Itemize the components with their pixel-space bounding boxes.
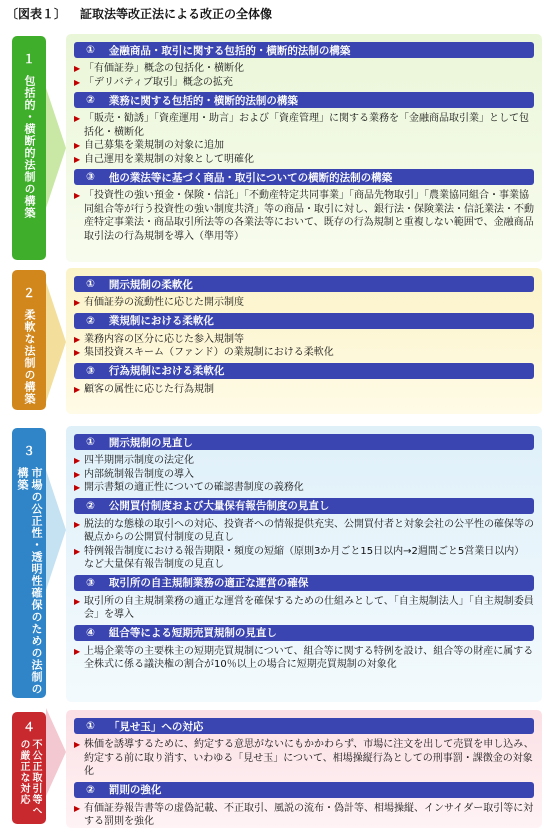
list-item: ▶ 有価証券報告書等の虚偽記載、不正取引、風説の流布・偽計等、相場操縦、インサイダー取引等に対する罰則を強化 — [74, 802, 534, 829]
figure-title-text: 証取法等改正法による改正の全体像 — [80, 7, 273, 21]
group-3-1 — [74, 434, 534, 495]
list-item: ▶ 「有価証券」概念の包括化・横断化 — [74, 62, 534, 76]
section-4-side-label — [12, 712, 46, 824]
group-3-2 — [74, 498, 534, 572]
group-2-2 — [74, 313, 534, 360]
section-3-panel — [66, 426, 542, 702]
section-4-number: ４ — [22, 720, 35, 734]
group-2-1 — [74, 276, 534, 310]
section-4-arrow — [46, 708, 66, 796]
group-1-1 — [74, 42, 534, 89]
list-item: ▶ 開示書類の適正性についての確認書制度の義務化 — [74, 481, 534, 495]
list-item: ▶ 自己募集を業規制の対象に追加 — [74, 139, 534, 153]
list-item: ▶ 顧客の属性に応じた行為規制 — [74, 383, 534, 397]
figure-title — [6, 5, 272, 22]
group-1-3 — [74, 169, 534, 243]
group-heading: ③ 行為規制における柔軟化 — [74, 363, 534, 379]
figure-label: 〔図表１〕 — [6, 7, 67, 21]
section-4-panel — [66, 710, 542, 828]
section-2-arrow — [46, 282, 66, 402]
section-1-number: １ — [22, 52, 35, 66]
list-item: ▶ 四半期開示制度の法定化 — [74, 454, 534, 468]
group-heading: ② 業務に関する包括的・横断的法制の構築 — [74, 92, 534, 108]
list-item: ▶ 「販売・勧誘」「資産運用・助言」および「資産管理」に関する業務を「金融商品取引業」として包括化・横断化 — [74, 112, 534, 139]
group-1-2 — [74, 92, 534, 166]
group-heading: ② 公開買付制度および大量保有報告制度の見直し — [74, 498, 534, 514]
group-heading: ① 金融商品・取引に関する包括的・横断的法制の構築 — [74, 42, 534, 58]
group-heading: ③ 取引所の自主規制業務の適正な運営の確保 — [74, 575, 534, 591]
section-3-title: 市場の公正性・透明性確保のための法制の構築 — [16, 467, 43, 695]
list-item: ▶ 株価を誘導するために、約定する意思がないにもかかわらず、市場に注文を出して売買を申し込み、約定する前に取り消す、いわゆる「見せ玉」について、相場操縦行為としての刑事罰・課徴金の対象化 — [74, 738, 534, 779]
group-4-2 — [74, 782, 534, 829]
list-item: ▶ 脱法的な態様の取引への対応、投資者への情報提供充実、公開買付者と対象会社の公平性の確保等の観点からの公開買付制度の見直し — [74, 518, 534, 545]
section-4-title: 不公正取引等への厳正な対応 — [18, 739, 41, 816]
group-heading: ① 開示規制の柔軟化 — [74, 276, 534, 292]
group-2-3 — [74, 363, 534, 397]
list-item: ▶ 「デリバティブ取引」概念の拡充 — [74, 76, 534, 90]
section-2-panel — [66, 268, 542, 414]
section-3-number: ３ — [22, 444, 35, 458]
list-item: ▶ 上場企業等の主要株主の短期売買規制について、組合等に関する特例を設け、組合等の財産に属する全株式に係る議決権の割合が10％以上の場合に短期売買規制の対象化 — [74, 645, 534, 672]
section-2-title: 柔軟な法制の構築 — [23, 309, 36, 405]
list-item: ▶ 取引所の自主規制業務の適正な運営を確保するための仕組みとして、「自主規制法人」「自主規制委員会」を導入 — [74, 595, 534, 622]
list-item: ▶ 内部統制報告制度の導入 — [74, 468, 534, 482]
section-2-number: ２ — [22, 286, 35, 300]
group-heading: ① 開示規制の見直し — [74, 434, 534, 450]
section-2-side-label — [12, 270, 46, 410]
section-3-arrow — [46, 470, 66, 590]
group-heading: ③ 他の業法等に基づく商品・取引についての横断的法制の構築 — [74, 169, 534, 185]
section-1-panel — [66, 34, 542, 262]
section-1-side-label — [12, 36, 46, 260]
group-4-1 — [74, 718, 534, 779]
group-heading: ② 業規制における柔軟化 — [74, 313, 534, 329]
list-item: ▶ 特例報告制度における報告期限・頻度の短縮（原則3か月ごと15日以内→2週間ごと5営業日以内）など大量保有報告制度の見直し — [74, 545, 534, 572]
list-item: ▶ 集団投資スキーム（ファンド）の業規制における柔軟化 — [74, 346, 534, 360]
group-heading: ① 「見せ玉」への対応 — [74, 718, 534, 734]
section-1-arrow — [46, 88, 66, 208]
group-heading: ② 罰則の強化 — [74, 782, 534, 798]
list-item: ▶ 「投資性の強い預金・保険・信託」「不動産特定共同事業」「商品先物取引」「農業協同組合・事業協同組合等が行う投資性の強い制度共済」等の商品・取引に対し、銀行法・保険業法・信託業法・不動産特定事業法・商品取引所法等の各業法等において、既存の行為規制と重複しない範囲で、金融商品取引法の行為規制を導入（準用等） — [74, 189, 534, 243]
group-heading: ④ 組合等による短期売買規制の見直し — [74, 625, 534, 641]
section-1-title: 包括的・横断的法制の構築 — [23, 75, 36, 219]
list-item: ▶ 自己運用を業規制の対象として明確化 — [74, 153, 534, 167]
group-3-3 — [74, 575, 534, 622]
section-3-side-label — [12, 428, 46, 698]
list-item: ▶ 業務内容の区分に応じた参入規制等 — [74, 333, 534, 347]
group-3-4 — [74, 625, 534, 672]
list-item: ▶ 有価証券の流動性に応じた開示制度 — [74, 296, 534, 310]
